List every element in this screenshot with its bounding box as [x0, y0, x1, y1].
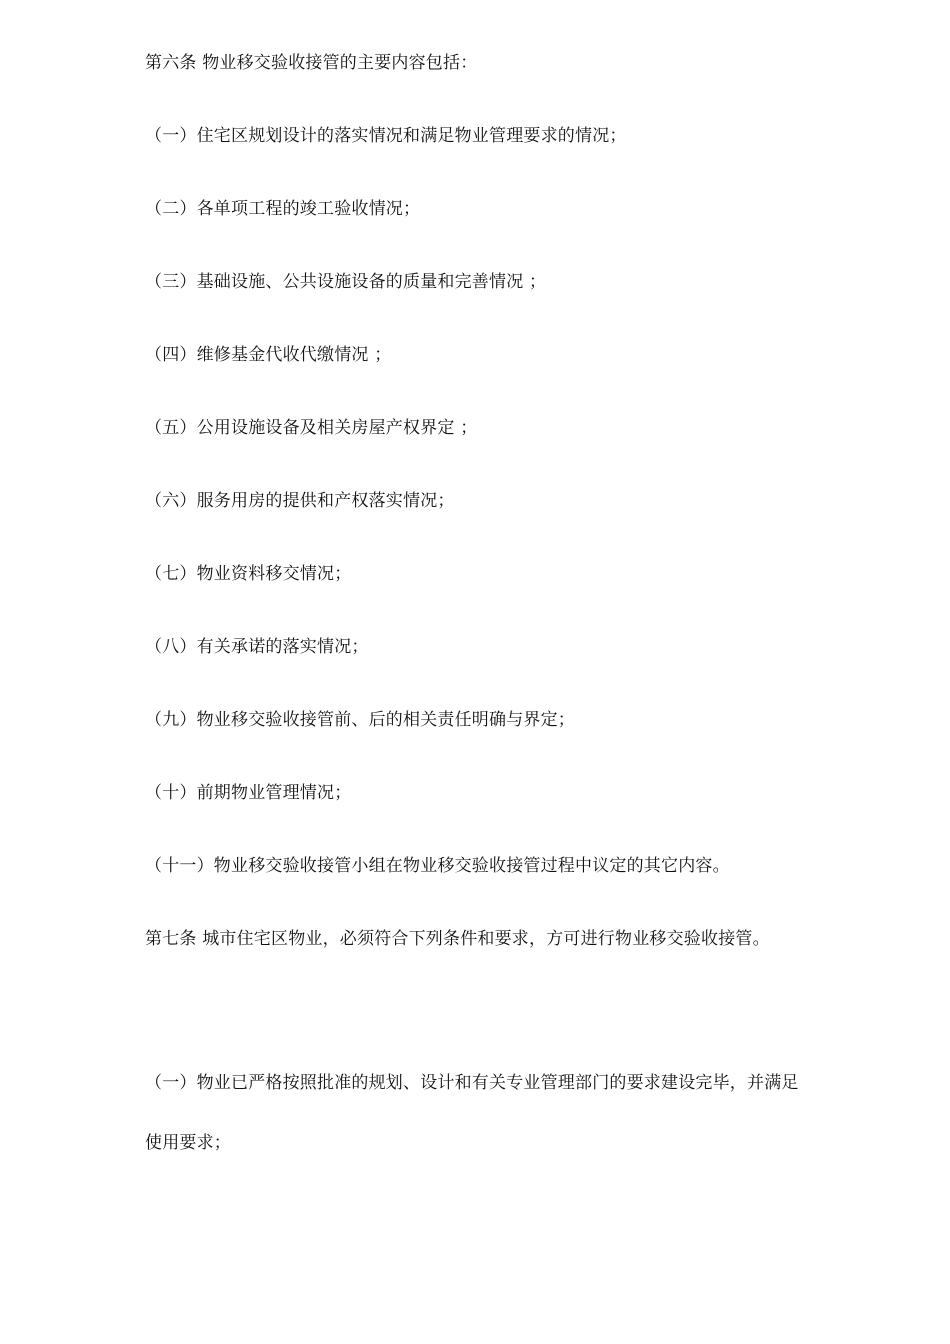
- article-6-item-4: （四）维修基金代收代缴情况 ；: [145, 345, 392, 365]
- article-6-item-10: （十）前期物业管理情况；: [145, 783, 352, 803]
- article-6-item-3: （三）基础设施、公共设施设备的质量和完善情况 ；: [145, 272, 547, 292]
- article-6-item-9: （九）物业移交验收接管前、后的相关责任明确与界定；: [145, 710, 575, 730]
- article-6-item-8: （八）有关承诺的落实情况；: [145, 637, 369, 657]
- article-7-heading: 第七条 城市住宅区物业，必须符合下列条件和要求，方可进行物业移交验收接管。: [145, 929, 770, 949]
- article-6-item-1: （一）住宅区规划设计的落实情况和满足物业管理要求的情况；: [145, 126, 627, 146]
- article-7-item-1-line-2: 使用要求；: [145, 1133, 231, 1153]
- article-6-item-5: （五）公用设施设备及相关房屋产权界定 ；: [145, 418, 478, 438]
- article-7-item-1-line-1: （一）物业已严格按照批准的规划、设计和有关专业管理部门的要求建设完毕，并满足: [145, 1073, 799, 1093]
- article-6-item-6: （六）服务用房的提供和产权落实情况；: [145, 491, 455, 511]
- article-6-item-2: （二）各单项工程的竣工验收情况；: [145, 199, 421, 219]
- article-6-item-7: （七）物业资料移交情况；: [145, 564, 352, 584]
- article-6-item-11: （十一）物业移交验收接管小组在物业移交验收接管过程中议定的其它内容。: [145, 856, 730, 876]
- article-6-heading: 第六条 物业移交验收接管的主要内容包括：: [145, 53, 478, 73]
